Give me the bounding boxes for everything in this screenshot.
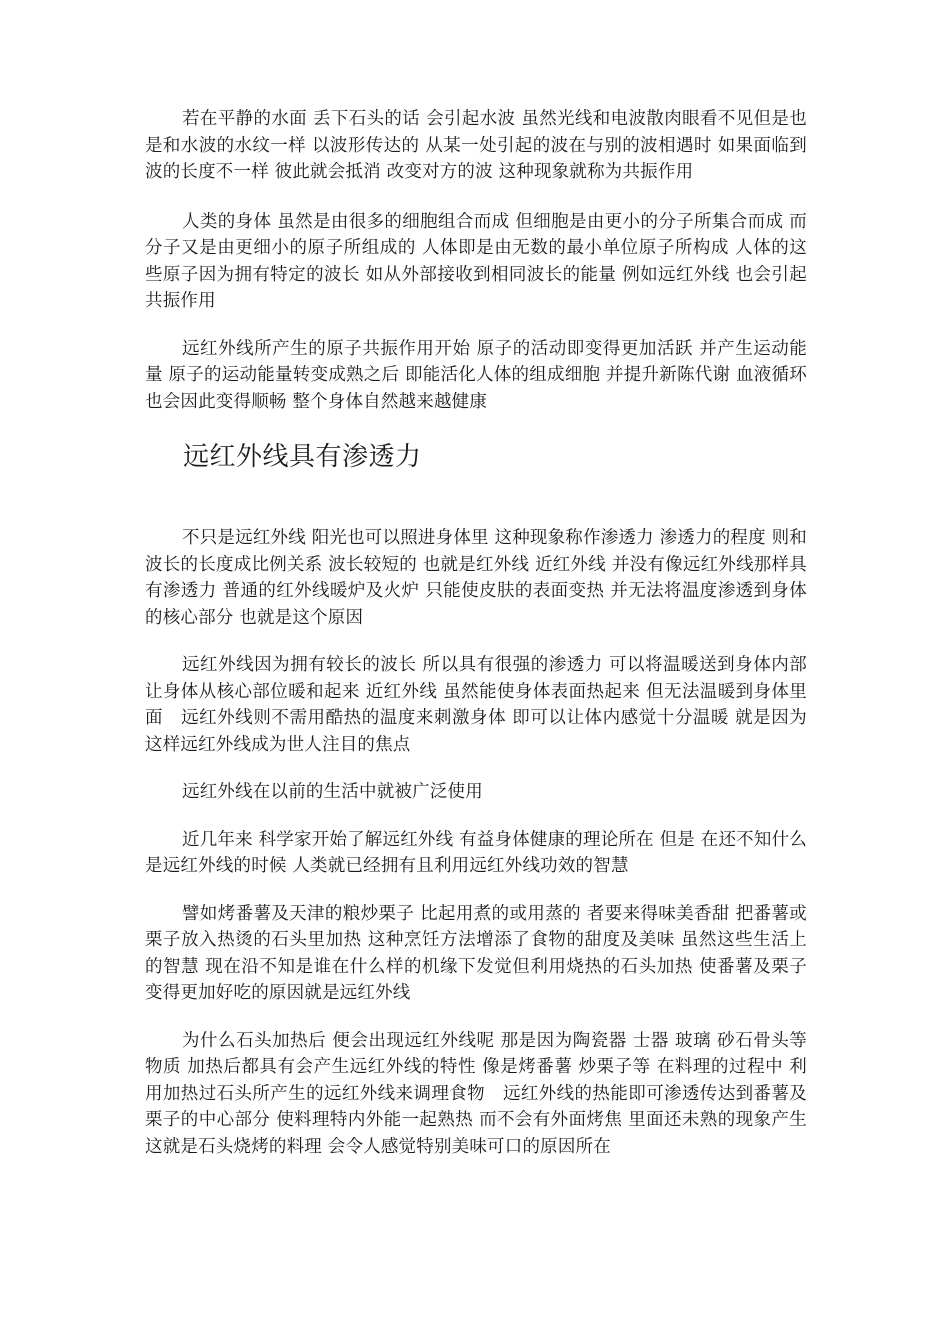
- paragraph-atomic-resonance: 远红外线所产生的原子共振作用开始 原子的活动即变得更加活跃 并产生运动能量 原子的运动能量转变成熟之后 即能活化人体的组成细胞 并提升新陈代谢 血液循环也会因此变得顺畅 整个身体自然越来越健康: [145, 338, 807, 412]
- paragraph-resonance-intro: 若在平静的水面 丢下石头的话 会引起水波 虽然光线和电波散肉眼看不见但是也是和水波的水纹一样 以波形传达的 从某一处引起的波在与别的波相遇时 如果面临到波的长度不一样 彼此就会抵消 改变对方的波 这种现象就称为共振作用: [145, 109, 807, 182]
- paragraph-heated-stone: 为什么石头加热后 便会出现远红外线呢 那是因为陶瓷器 士器 玻璃 砂石骨头等物质 加热后都具有会产生远红外线的特性 像是烤番薯 炒栗子等 在料理的过程中 利用加热过石头所产生的远红外线来调理食物 远红外线的热能即可渗透传达到番薯及栗子的中心部分 使料理特内外能一起熟热 而不会有外面烤焦 里面还未熟的现象产生 这就是石头烧烤的料理 会令人感觉特别美味可口的原因所在: [145, 1030, 807, 1157]
- document-body: [145, 106, 807, 1160]
- paragraph-roasted-sweet-potato: 譬如烤番薯及天津的粮炒栗子 比起用煮的或用蒸的 者要来得味美香甜 把番薯或栗子放入热烫的石头里加热 这种烹饪方法增添了食物的甜度及美味 虽然这些生活上的智慧 现在沿不知是谁在什么样的机缘下发觉但利用烧热的石头加热 使番薯及栗子变得更加好吃的原因就是远红外线: [145, 903, 807, 1003]
- paragraph-human-body-atoms: 人类的身体 虽然是由很多的细胞组合而成 但细胞是由更小的分子所集合而成 而分子又是由更细小的原子所组成的 人体即是由无数的最小单位原子所构成 人体的这些原子因为拥有特定的波长 如从外部接收到相同波长的能量 例如远红外线 也会引起共振作用: [145, 211, 807, 311]
- paragraph-scientific-research: 近几年来 科学家开始了解远红外线 有益身体健康的理论所在 但是 在还不知什么是远红外线的时候 人类就已经拥有且利用远红外线功效的智慧: [145, 829, 807, 876]
- paragraph-historical-use: 远红外线在以前的生活中就被广泛使用: [182, 782, 483, 802]
- paragraph-penetration-intro: 不只是远红外线 阳光也可以照进身体里 这种现象称作渗透力 渗透力的程度 则和波长的长度成比例关系 波长较短的 也就是红外线 近红外线 并没有像远红外线那样具有渗透力 普通的红外线暖炉及火炉 只能使皮肤的表面变热 并无法将温度渗透到身体的核心部分 也就是这个原因: [145, 528, 807, 628]
- paragraph-long-wavelength: 远红外线因为拥有较长的波长 所以具有很强的渗透力 可以将温暖送到身体内部 让身体从核心部位暖和起来 近红外线 虽然能使身体表面热起来 但无法温暖到身体里面 远红外线则不需用酷热的温度来刺激身体 即可以让体内感觉十分温暖 就是因为这样远红外线成为世人注目的焦点: [145, 655, 807, 755]
- section-heading: 远红外线具有渗透力: [183, 442, 422, 472]
